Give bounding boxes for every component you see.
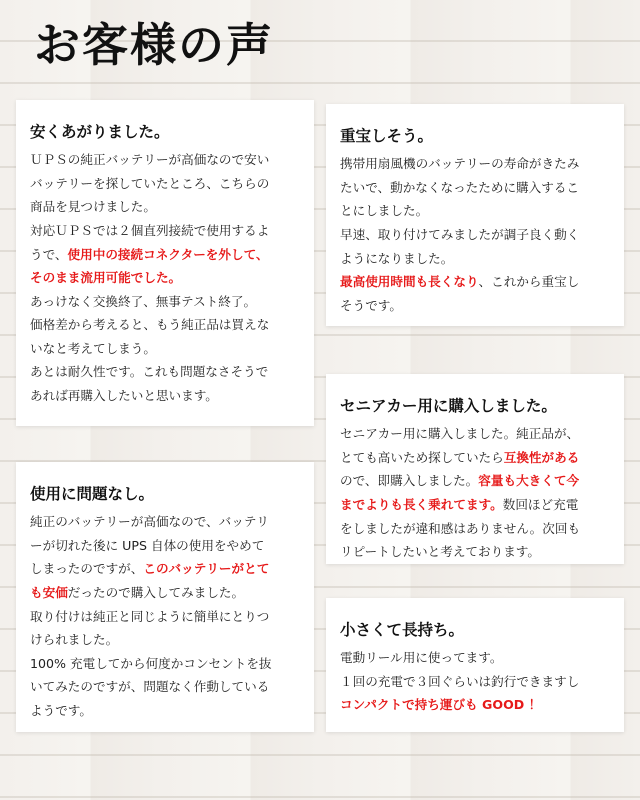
- review-card-useful: [326, 104, 624, 326]
- body-text: 100% 充電してから何度かコンセントを抜: [30, 655, 272, 671]
- review-title: セニアカー用に購入しました。: [340, 397, 557, 415]
- body-text: 電動リール用に使ってます。: [340, 650, 503, 666]
- body-text: うで、: [30, 246, 68, 262]
- body-text: リピートしたいと考えております。: [340, 544, 540, 560]
- body-text: あとは耐久性です。これも問題なさそうで: [30, 364, 269, 380]
- highlight-text: 最高使用時間も長くなり: [340, 274, 479, 290]
- body-text: バッテリーを探していたところ、こちらの: [30, 175, 270, 191]
- review-title: 使用に問題なし。: [30, 485, 155, 503]
- body-text: いなと考えてしまう。: [30, 340, 156, 356]
- body-text: しまったのですが、: [30, 561, 144, 577]
- review-body: [30, 510, 302, 722]
- body-text: ーが切れた後に UPS 自体の使用をやめて: [30, 537, 265, 553]
- body-text: １回の充電で３回ぐらいは釣行できますし: [340, 673, 580, 689]
- highlight-text: 互換性がある: [503, 449, 580, 465]
- body-text: けられました。: [30, 632, 119, 648]
- body-text: とても高いため探していたら: [340, 449, 504, 465]
- body-text: たいで、動かなくなったために購入するこ: [340, 179, 580, 195]
- review-card-no-problem: [16, 462, 314, 732]
- body-text: 数回ほど充電: [502, 496, 579, 512]
- review-card-small-long-lasting: [326, 598, 624, 732]
- review-body: [30, 148, 302, 408]
- body-text: ようになりました。: [340, 250, 454, 266]
- highlight-text: 使用中の接続コネクターを外して、: [67, 246, 269, 262]
- review-body: [340, 646, 612, 717]
- highlight-text: 容量も大きくて今: [478, 473, 580, 489]
- review-title: 小さくて長持ち。: [340, 621, 465, 639]
- body-text: 取り付けは純正と同じように簡単にとりつ: [30, 608, 270, 624]
- body-text: ＵＰＳの純正バッテリーが高価なので安い: [30, 152, 270, 168]
- highlight-text: までよりも長く乗れてます。: [340, 496, 503, 512]
- body-text: 対応ＵＰＳでは２個直列接続で使用するよ: [30, 222, 270, 238]
- body-text: いてみたのですが、問題なく作動している: [30, 679, 270, 695]
- body-text: とにしました。: [340, 203, 429, 219]
- body-text: あれば再購入したいと思います。: [30, 388, 218, 404]
- body-text: 携帯用扇風機のバッテリーの寿命がきたみ: [340, 156, 580, 172]
- highlight-text: そのまま流用可能でした。: [30, 270, 182, 286]
- highlight-text: コンパクトで持ち運びも GOOD ！: [340, 697, 542, 713]
- body-text: 早速、取り付けてみましたが調子良く動く: [340, 226, 580, 242]
- body-text: 商品を見つけました。: [30, 199, 156, 215]
- body-text: 純正のバッテリーが高価なので、バッテリ: [30, 514, 270, 530]
- body-text: あっけなく交換終了、無事テスト終了。: [30, 293, 257, 309]
- review-body: [340, 422, 612, 564]
- review-title: 重宝しそう。: [340, 127, 434, 145]
- highlight-text: このバッテリーがとて: [143, 561, 270, 577]
- body-text: セニアカー用に購入しました。純正品が、: [340, 426, 580, 442]
- review-card-cheap: [16, 100, 314, 426]
- review-card-senior-car: [326, 374, 624, 564]
- highlight-text: も安価: [30, 584, 68, 600]
- body-text: だったので購入してみました。: [67, 584, 245, 600]
- review-body: [340, 152, 612, 317]
- body-text: ようです。: [30, 702, 92, 718]
- body-text: ので、即購入しました。: [340, 473, 479, 489]
- body-text: 価格差から考えると、もう純正品は買えな: [30, 317, 270, 333]
- body-text: そうです。: [340, 297, 402, 313]
- body-text: 、これから重宝し: [478, 274, 580, 290]
- page-title: お客様の声: [34, 18, 274, 72]
- review-title: 安くあがりました。: [30, 123, 170, 141]
- body-text: をしましたが違和感はありません。次回も: [340, 520, 581, 536]
